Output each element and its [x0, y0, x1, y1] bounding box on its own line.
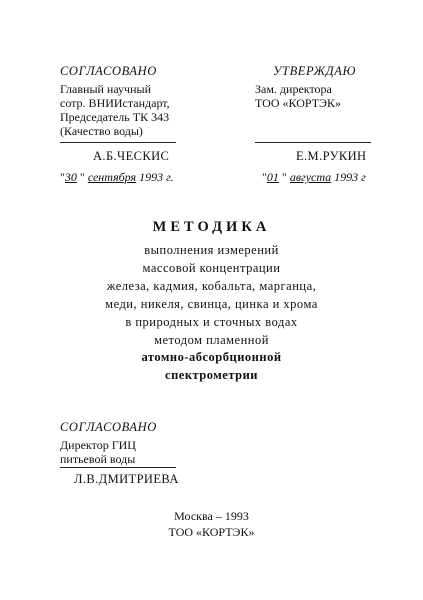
footer-organization: ТОО «КОРТЭК»: [168, 525, 255, 539]
right-line-2: ТОО «КОРТЭК»: [255, 96, 341, 110]
right-approval-date: [262, 170, 366, 185]
subtitle-bold-line-1: атомно-абсорбционной: [141, 350, 282, 364]
date-day: 01: [266, 170, 279, 184]
left-signer-name: А.Б.ЧЕСКИС: [93, 149, 170, 163]
left-approval-date: [60, 170, 174, 185]
subtitle-line-5: в природных и сточных водах: [125, 315, 298, 329]
left-line-3: Председатель ТК 343: [60, 110, 170, 124]
date-month: сентября: [87, 170, 137, 184]
bottom-line-2: питьевой воды: [60, 452, 136, 466]
document-title: МЕТОДИКА: [152, 219, 271, 235]
date-day: 30: [64, 170, 77, 184]
footer-city-year: Москва – 1993: [174, 509, 249, 523]
subtitle-line-6: методом пламенной: [154, 333, 269, 347]
date-quote-close: ": [79, 170, 85, 184]
subtitle-bold-line-2: спектрометрии: [165, 368, 258, 382]
bottom-line-1: Директор ГИЦ: [60, 438, 136, 452]
date-quote-open: ": [60, 170, 65, 184]
right-line-1: Зам. директора: [255, 82, 332, 96]
left-signature-line: [60, 142, 176, 143]
bottom-signature-line: [60, 467, 176, 468]
subtitle-line-1: выполнения измерений: [144, 243, 279, 257]
bottom-heading: СОГЛАСОВАНО: [60, 420, 157, 434]
date-quote-open: ": [262, 170, 267, 184]
subtitle-line-2: массовой концентрации: [142, 261, 281, 275]
left-line-1: Главный научный: [60, 82, 152, 96]
left-line-4: (Качество воды): [60, 124, 143, 138]
date-month: августа: [289, 170, 332, 184]
right-signer-name: Е.М.РУКИН: [296, 149, 367, 163]
subtitle-line-4: меди, никеля, свинца, цинка и хрома: [105, 297, 318, 311]
date-quote-close: ": [281, 170, 287, 184]
bottom-signer-name: Л.В.ДМИТРИЕВА: [74, 472, 179, 486]
left-heading: СОГЛАСОВАНО: [60, 64, 157, 78]
left-line-2: сотр. ВНИИстандарт,: [60, 96, 170, 110]
date-year: 1993 г.: [139, 170, 174, 184]
right-signature-line: [255, 142, 371, 143]
right-heading: УТВЕРЖДАЮ: [273, 64, 356, 78]
date-year: 1993 г: [334, 170, 366, 184]
subtitle-line-3: железа, кадмия, кобальта, марганца,: [106, 279, 317, 293]
